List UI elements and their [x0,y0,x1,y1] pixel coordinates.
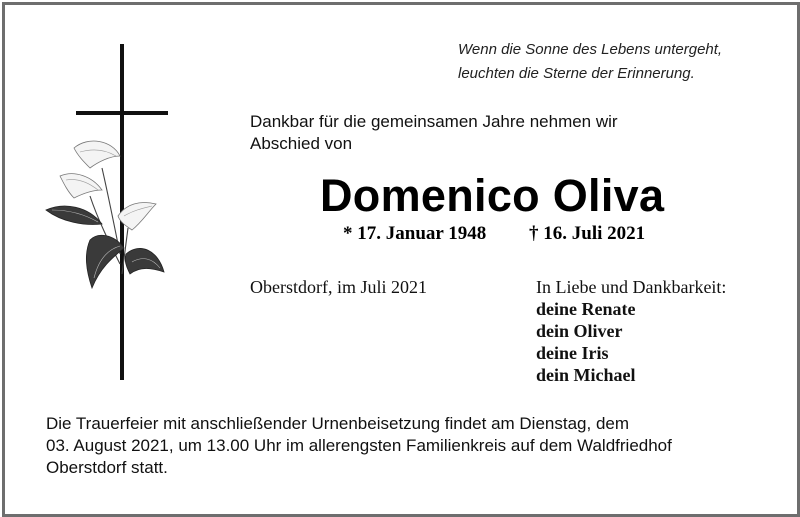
mourner-name: deine Renate [536,299,636,319]
funeral-notice-line-2: 03. August 2021, um 13.00 Uhr im allerengsten Familienkreis auf dem Waldfriedhof [46,436,672,455]
birth-date: * 17. Januar 1948 [343,223,487,244]
deceased-name: Domenico Oliva [320,170,665,221]
mourner-name: dein Michael [536,365,636,385]
intro-line-1: Dankbar für die gemeinsamen Jahre nehmen wir [250,112,618,131]
intro-text [250,111,690,155]
death-date: † 16. Juli 2021 [529,223,646,244]
mourner-name: deine Iris [536,343,609,363]
funeral-notice [46,413,756,479]
memorial-quote [458,38,778,86]
quote-line-2: leuchten die Sterne der Erinnerung. [458,65,695,82]
mourners-list [536,276,776,386]
place-and-date: Oberstdorf, im Juli 2021 [250,277,427,297]
intro-line-2: Abschied von [250,134,353,153]
cross-icon [40,44,180,384]
mourners-heading: In Liebe und Dankbarkeit: [536,277,727,297]
funeral-notice-line-3: Oberstdorf statt. [46,458,168,477]
funeral-notice-line-1: Die Trauerfeier mit anschließender Urnenbeisetzung findet am Dienstag, dem [46,414,630,433]
quote-line-1: Wenn die Sonne des Lebens untergeht, [458,41,723,58]
mourner-name: dein Oliver [536,321,623,341]
cross-with-calla-lilies-illustration [40,44,180,384]
